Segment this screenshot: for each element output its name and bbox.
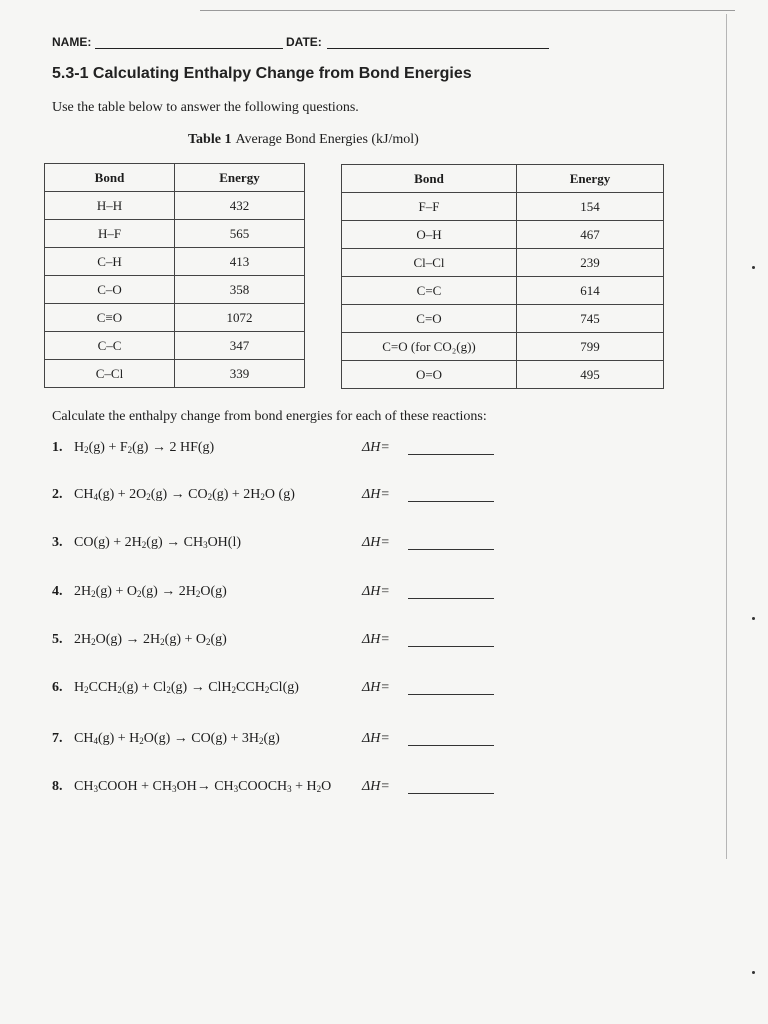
table-row [342, 221, 664, 249]
answer-blank[interactable] [408, 454, 494, 455]
energy-column-header: Energy [517, 165, 664, 193]
energy-cell: 154 [517, 193, 664, 221]
table-caption [188, 132, 419, 148]
page-title: 5.3-1 Calculating Enthalpy Change from Bond Energies [52, 65, 472, 82]
enthalpy-label: ΔH= [362, 680, 390, 695]
table-row [342, 249, 664, 277]
energy-cell: 413 [175, 248, 305, 276]
bond-energy-table-right [341, 164, 664, 389]
date-label: DATE: [286, 35, 322, 49]
enthalpy-label: ΔH= [362, 632, 390, 647]
energy-cell: 358 [175, 276, 305, 304]
reaction-equation: $CH_3COOH + CH_3OH\to$ $CH_3COOCH_3 + H_2O$ [74, 779, 332, 794]
table-row [45, 276, 305, 304]
name-label: NAME: [52, 35, 92, 49]
bond-cell: C=O (for CO₂(g)) [342, 333, 517, 361]
reaction-equation: $H_2CCH_2(g) + Cl_2(g) \to ClH_2CCH_2Cl(g)$ [74, 680, 299, 695]
energy-cell: 565 [175, 220, 305, 248]
bond-cell: H–F [45, 220, 175, 248]
table-header-row [45, 164, 305, 192]
question-item [52, 535, 512, 555]
bond-cell: H–H [45, 192, 175, 220]
bond-cell: O=O [342, 361, 517, 389]
energy-cell: 799 [517, 333, 664, 361]
table-caption-number: Table 1 [188, 132, 232, 147]
question-number: 5. [52, 632, 63, 647]
scan-speck [752, 266, 755, 269]
question-item [52, 680, 512, 700]
enthalpy-label: ΔH= [362, 535, 390, 550]
scan-edge-right [726, 14, 727, 859]
bond-column-header: Bond [45, 164, 175, 192]
question-number: 1. [52, 440, 63, 455]
table-row [45, 248, 305, 276]
table-row [45, 332, 305, 360]
table-row [342, 305, 664, 333]
table-row [342, 333, 664, 361]
reaction-equation: $CH_4(g) + H_2O(g) \to CO(g) + 3H_2(g)$ [74, 731, 280, 746]
question-item [52, 779, 512, 799]
question-number: 4. [52, 584, 63, 599]
name-field[interactable] [95, 36, 283, 49]
answer-blank[interactable] [408, 501, 494, 502]
bond-cell: Cl–Cl [342, 249, 517, 277]
enthalpy-label: ΔH= [362, 584, 390, 599]
table-row [342, 361, 664, 389]
bond-cell: C–H [45, 248, 175, 276]
answer-blank[interactable] [408, 549, 494, 550]
table-header-row [342, 165, 664, 193]
question-item [52, 487, 512, 507]
question-number: 2. [52, 487, 63, 502]
energy-cell: 239 [517, 249, 664, 277]
energy-cell: 432 [175, 192, 305, 220]
bond-cell: C–O [45, 276, 175, 304]
question-item [52, 632, 512, 652]
question-item [52, 731, 512, 751]
question-item [52, 584, 512, 604]
table-row [342, 277, 664, 305]
bond-cell: O–H [342, 221, 517, 249]
enthalpy-label: ΔH= [362, 440, 390, 455]
table-row [342, 193, 664, 221]
table-row [45, 304, 305, 332]
energy-cell: 339 [175, 360, 305, 388]
reaction-equation: $2H_2O(g) \to 2H_2(g) + O_2(g)$ [74, 632, 227, 647]
answer-blank[interactable] [408, 745, 494, 746]
reaction-equation: $CH_4(g) + 2O_2(g) \to CO_2(g) + 2H_2O$ (g) [74, 487, 295, 502]
energy-cell: 1072 [175, 304, 305, 332]
scan-edge-top [200, 10, 735, 11]
reaction-equation: $CO(g) + 2H_2(g) \to CH_3OH(l)$ [74, 535, 241, 550]
bond-cell: C=C [342, 277, 517, 305]
date-field[interactable] [327, 36, 549, 49]
table-row [45, 220, 305, 248]
table-row [45, 360, 305, 388]
enthalpy-label: ΔH= [362, 779, 390, 794]
energy-cell: 745 [517, 305, 664, 333]
question-number: 8. [52, 779, 63, 794]
reaction-equation: $2H_2(g) + O_2(g) \to 2H_2O(g)$ [74, 584, 227, 599]
question-number: 3. [52, 535, 63, 550]
answer-blank[interactable] [408, 598, 494, 599]
energy-cell: 614 [517, 277, 664, 305]
table-caption-text: Average Bond Energies (kJ/mol) [235, 132, 419, 147]
bond-energy-table-left [44, 163, 305, 388]
question-number: 7. [52, 731, 63, 746]
bond-cell: C≡O [45, 304, 175, 332]
energy-column-header: Energy [175, 164, 305, 192]
answer-blank[interactable] [408, 793, 494, 794]
bond-cell: C=O [342, 305, 517, 333]
bond-cell: F–F [342, 193, 517, 221]
header-row [52, 35, 549, 49]
question-number: 6. [52, 680, 63, 695]
bond-cell: C–Cl [45, 360, 175, 388]
enthalpy-label: ΔH= [362, 487, 390, 502]
bond-column-header: Bond [342, 165, 517, 193]
energy-cell: 467 [517, 221, 664, 249]
reaction-equation: $H_2(g) + F_2(g) \to 2$ HF(g) [74, 440, 215, 455]
scan-speck [752, 971, 755, 974]
table-row [45, 192, 305, 220]
bond-cell: C–C [45, 332, 175, 360]
energy-cell: 495 [517, 361, 664, 389]
scan-speck [752, 617, 755, 620]
reactions-prompt: Calculate the enthalpy change from bond energies for each of these reactions: [52, 409, 487, 424]
question-item [52, 440, 512, 460]
instructions-text: Use the table below to answer the following questions. [52, 100, 359, 115]
answer-blank[interactable] [408, 694, 494, 695]
energy-cell: 347 [175, 332, 305, 360]
enthalpy-label: ΔH= [362, 731, 390, 746]
answer-blank[interactable] [408, 646, 494, 647]
